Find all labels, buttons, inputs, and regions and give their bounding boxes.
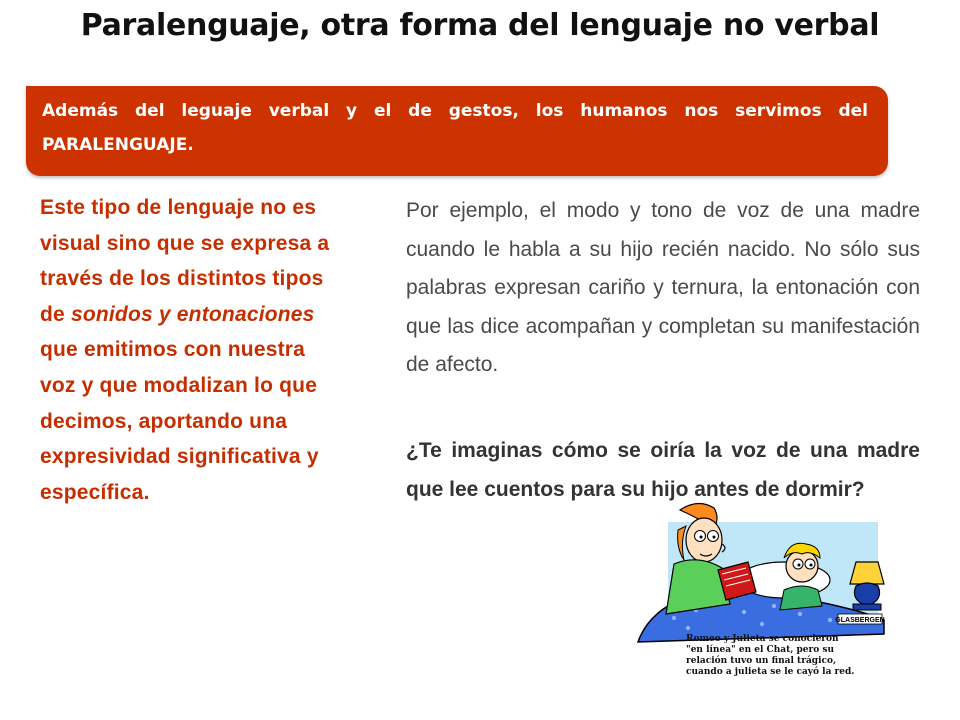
cartoon-signature: GLASBERGEN: [835, 617, 885, 624]
banner-text: Además del leguaje verbal y el de gestos, los humanos nos servimos del PARALENGUAJE.: [42, 101, 868, 155]
question-text: ¿Te imaginas cómo se oiría la voz de una madre que lee cuentos para su hijo antes de dormir?: [406, 439, 920, 501]
slide-title: Paralenguaje, otra forma del lenguaje no verbal: [80, 8, 880, 43]
example-paragraph: Por ejemplo, el modo y tono de voz de una madre cuando le habla a su hijo recién nacido. No sólo sus palabras expresan cariño y ternura, la entonación con que las dice acompañan y completan su manifestación de afecto.: [406, 199, 920, 376]
intro-banner: [26, 86, 888, 176]
left-text-part-1: Este tipo de lenguaje no es visual sino que se expresa a través de los distintos tipos de: [40, 196, 330, 326]
right-column: [406, 192, 920, 385]
left-column-text: [40, 190, 340, 510]
left-text-italic: sonidos y entonaciones: [70, 302, 315, 326]
cartoon-caption: Romeo y Julieta se conocieron "en línea" en el Chat, pero su relación tuvo un final trágico, cuando a julieta se le cayó la red.: [686, 634, 855, 677]
left-text-part-2: que emitimos con nuestra voz y que modalizan lo que decimos, aportando una expresividad significativa y específica.: [40, 338, 319, 504]
